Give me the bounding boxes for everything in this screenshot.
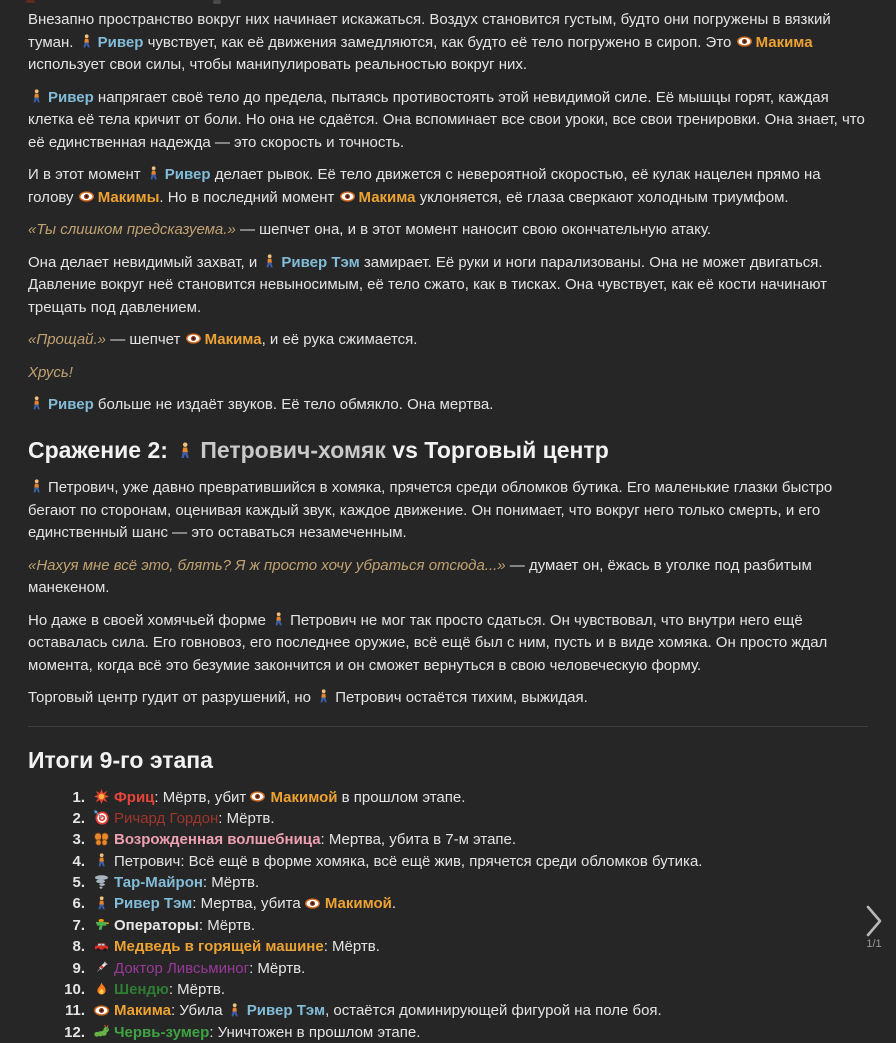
list-number: 4. [58,852,94,872]
clipped-text-fragment [26,0,35,3]
list-number: 3. [58,830,94,850]
text-run: : Мёртв. [324,938,380,955]
character-name: Макимой [325,895,392,912]
list-item-text [94,1023,868,1043]
text-run: , уже давно превратившийся в хомяка, прячется среди обломков бутика. Его маленькие глазки быстро бегают по сторонам, оценивая каждый звук, каждое движение. Он понимает, что вокруг него только смерть, и его единственный шанс — это оставаться незамеченным. [28,479,832,541]
story-paragraph [28,394,868,417]
list-item-text [94,788,868,808]
list-number: 5. [58,873,94,893]
text-run: : Мёртв. [199,917,255,934]
walking-person-icon [262,254,277,269]
list-item [58,1023,868,1043]
character-name: Макима [205,331,262,348]
list-item-text [94,980,868,1000]
character-name: Ривер [48,396,94,413]
list-item [58,980,868,1000]
walking-person-icon [29,89,44,104]
text-run: , остаётся доминирующей фигурой на поле боя. [325,1002,662,1019]
list-item [58,916,868,936]
text-run: не мог так просто сдаться. Он чувствовал, что внутри него ещё оставалась сила. Его говновоз, его последнее оружие, всё ещё был с ним, пусть и в виде хомяка. Он просто ждал момента, когда всё это безумие закончится и он сможет вернуться в свою человеческую форму. [28,612,827,674]
list-item-text [94,830,868,850]
syringe-icon [94,960,109,975]
story-paragraph [28,555,868,600]
list-number: 8. [58,937,94,957]
walking-person-icon [79,34,94,49]
list-item [58,852,868,872]
character-name: Червь-зумер [114,1024,209,1041]
character-name: Макимы [98,189,160,206]
walking-person-icon [176,442,194,460]
page-indicator: 1/1 [859,939,889,950]
eye-icon [305,896,320,911]
character-name: Медведь в горящей машине [114,938,324,955]
text-run: Внезапно пространство вокруг них начинает искажаться. Воздух становится густым, будто они погружены в вязкий туман. [28,11,831,51]
walking-person-icon [271,612,286,627]
text-run: , и её рука сжимается. [262,331,418,348]
car-icon [94,939,109,954]
bug-icon [94,1024,109,1039]
character-name: Ривер [165,166,211,183]
character-name: Тар-Майрон [114,874,203,891]
list-item-text [94,959,868,979]
list-item-text [94,852,868,872]
text-run: — думает он, ёжась в уголке под разбитым манекеном. [28,557,812,597]
next-page-chevron-icon[interactable] [864,904,884,938]
text-run: больше не издаёт звуков. Её тело обмякло. Она мертва. [94,396,494,413]
story-paragraph [28,252,868,320]
list-item-text [94,1001,868,1021]
quote-text: «Нахуя мне всё это, блять? Я ж просто хочу убраться отсюда...» [28,557,506,574]
walking-person-icon [316,689,331,704]
section-divider [28,726,868,727]
section-heading [28,746,868,775]
text-run: чувствует, как её движения замедляются, как будто её тело погружено в сироп. Это [143,34,735,51]
story-paragraph [28,219,868,242]
eye-icon [737,34,752,49]
character-name: Ривер Тэм [281,254,359,271]
text-run: : Уничтожен в прошлом этапе. [209,1024,420,1041]
text-run: : Мёртв. [203,874,259,891]
character-name: Ривер Тэм [114,895,192,912]
clipped-text-fragment [213,0,221,4]
list-item-text [94,894,868,914]
list-item [58,873,868,893]
list-item [58,809,868,829]
text-run: vs Торговый центр [386,437,609,463]
text-run: использует свои силы, чтобы манипулировать реальностью вокруг них. [28,56,527,73]
story-paragraph [28,477,868,545]
text-run: остаётся тихим, выжидая. [402,689,588,706]
text-run: : Мёртв. [169,981,225,998]
text-run: в прошлом этапе. [338,789,466,806]
character-name: Петрович [114,853,180,870]
list-item [58,1001,868,1021]
pagination [859,904,889,950]
character-name: Петрович [48,479,114,496]
character-name: Макима [114,1002,171,1019]
list-item-text [94,809,868,829]
character-name: Ривер [48,89,94,106]
butterfly-icon [94,832,109,847]
text-run: Но даже в своей хомячьей форме [28,612,270,629]
water-pistol-icon [94,917,109,932]
list-item [58,894,868,914]
text-run: . [392,895,396,912]
character-name: Макима [359,189,416,206]
list-number: 2. [58,809,94,829]
text-run: — шепчет [106,331,185,348]
character-name: Петрович [335,689,401,706]
eye-icon [94,1003,109,1018]
list-number: 1. [58,788,94,808]
text-run: : Всё ещё в форме хомяка, всё ещё жив, прячется среди обломков бутика. [180,853,702,870]
walking-person-icon [227,1003,242,1018]
text-run: : Мёртв. [218,810,274,827]
text-run: . Но в последний момент [159,189,338,206]
list-item-text [94,916,868,936]
eye-icon [340,189,355,204]
story-paragraph [28,329,868,352]
list-item-text [94,937,868,957]
walking-person-icon [146,166,161,181]
list-item-text [94,873,868,893]
character-name: Операторы [114,917,199,934]
list-number: 12. [58,1023,94,1043]
character-name: Макимой [270,789,337,806]
text-run: Торговый центр гудит от разрушений, но [28,689,315,706]
text-run: Итоги 9-го этапа [28,747,213,773]
character-name: Фриц [114,789,154,806]
character-name: Ривер [98,34,144,51]
quote-text: «Ты слишком предсказуема.» [28,221,236,238]
text-run: — шепчет она, и в этот момент наносит свою окончательную атаку. [236,221,711,238]
text-run: замирает. Её руки и ноги парализованы. Она не может двигаться. Давление вокруг неё становится невыносимым, её тело сжато, как в тисках. Она чувствует, как её кости начинают трещать под давлением. [28,254,827,316]
character-name: Доктор Ливсьминог [114,960,249,977]
text-run: : Мертва, убита [192,895,305,912]
character-name: Возрожденная волшебница [114,831,321,848]
story-paragraph [28,9,868,77]
text-run: уклоняется, её глаза сверкают холодным триумфом. [416,189,789,206]
character-name: Шендю [114,981,169,998]
walking-person-icon [29,479,44,494]
story-paragraph [28,687,868,710]
list-number: 11. [58,1001,94,1021]
tornado-icon [94,875,109,890]
character-name: Ричард Гордон [114,810,218,827]
text-run: : Мёртв, убит [154,789,250,806]
eye-icon [79,189,94,204]
list-number: 10. [58,980,94,1000]
list-item [58,788,868,808]
text-run: Сражение 2: [28,437,174,463]
text-run: : Убила [171,1002,227,1019]
list-number: 9. [58,959,94,979]
explosion-icon [94,789,109,804]
character-name: Петрович-хомяк [200,437,386,463]
quote-text: «Прощай.» [28,331,106,348]
clipped-previous-line [0,0,896,5]
text-run: : Мертва, убита в 7-м этапе. [321,831,517,848]
list-item [58,830,868,850]
list-item [58,937,868,957]
text-run: делает рывок. Её тело движется с невероятной скоростью, её кулак нацелен прямо на голову [28,166,821,206]
walking-person-icon [94,853,109,868]
story-paragraph [28,87,868,155]
list-number: 7. [58,916,94,936]
eye-icon [250,789,265,804]
story-paragraph [28,362,868,385]
text-run: : Мёртв. [249,960,305,977]
fire-icon [94,982,109,997]
eye-icon [186,331,201,346]
quote-text: Хрусь! [28,364,73,381]
character-name: Петрович [290,612,356,629]
list-number: 6. [58,894,94,914]
list-item [58,959,868,979]
character-name: Макима [756,34,813,51]
text-run: И в этот момент [28,166,145,183]
walking-person-icon [29,396,44,411]
section-heading [28,436,868,465]
story-paragraph [28,164,868,209]
story-paragraph [28,610,868,678]
character-name: Ривер Тэм [247,1002,325,1019]
text-run: напрягает своё тело до предела, пытаясь противостоять этой невидимой силе. Её мышцы горят, каждая клетка её тела кричит от боли. Но она не сдаётся. Она вспоминает все свои уроки, все свои тренировки. Она знает, что её единственная надежда — это скорость и точность. [28,89,865,151]
walking-person-icon [94,896,109,911]
text-run: Она делает невидимый захват, и [28,254,261,271]
dart-target-icon [94,810,109,825]
results-list [28,788,868,1043]
